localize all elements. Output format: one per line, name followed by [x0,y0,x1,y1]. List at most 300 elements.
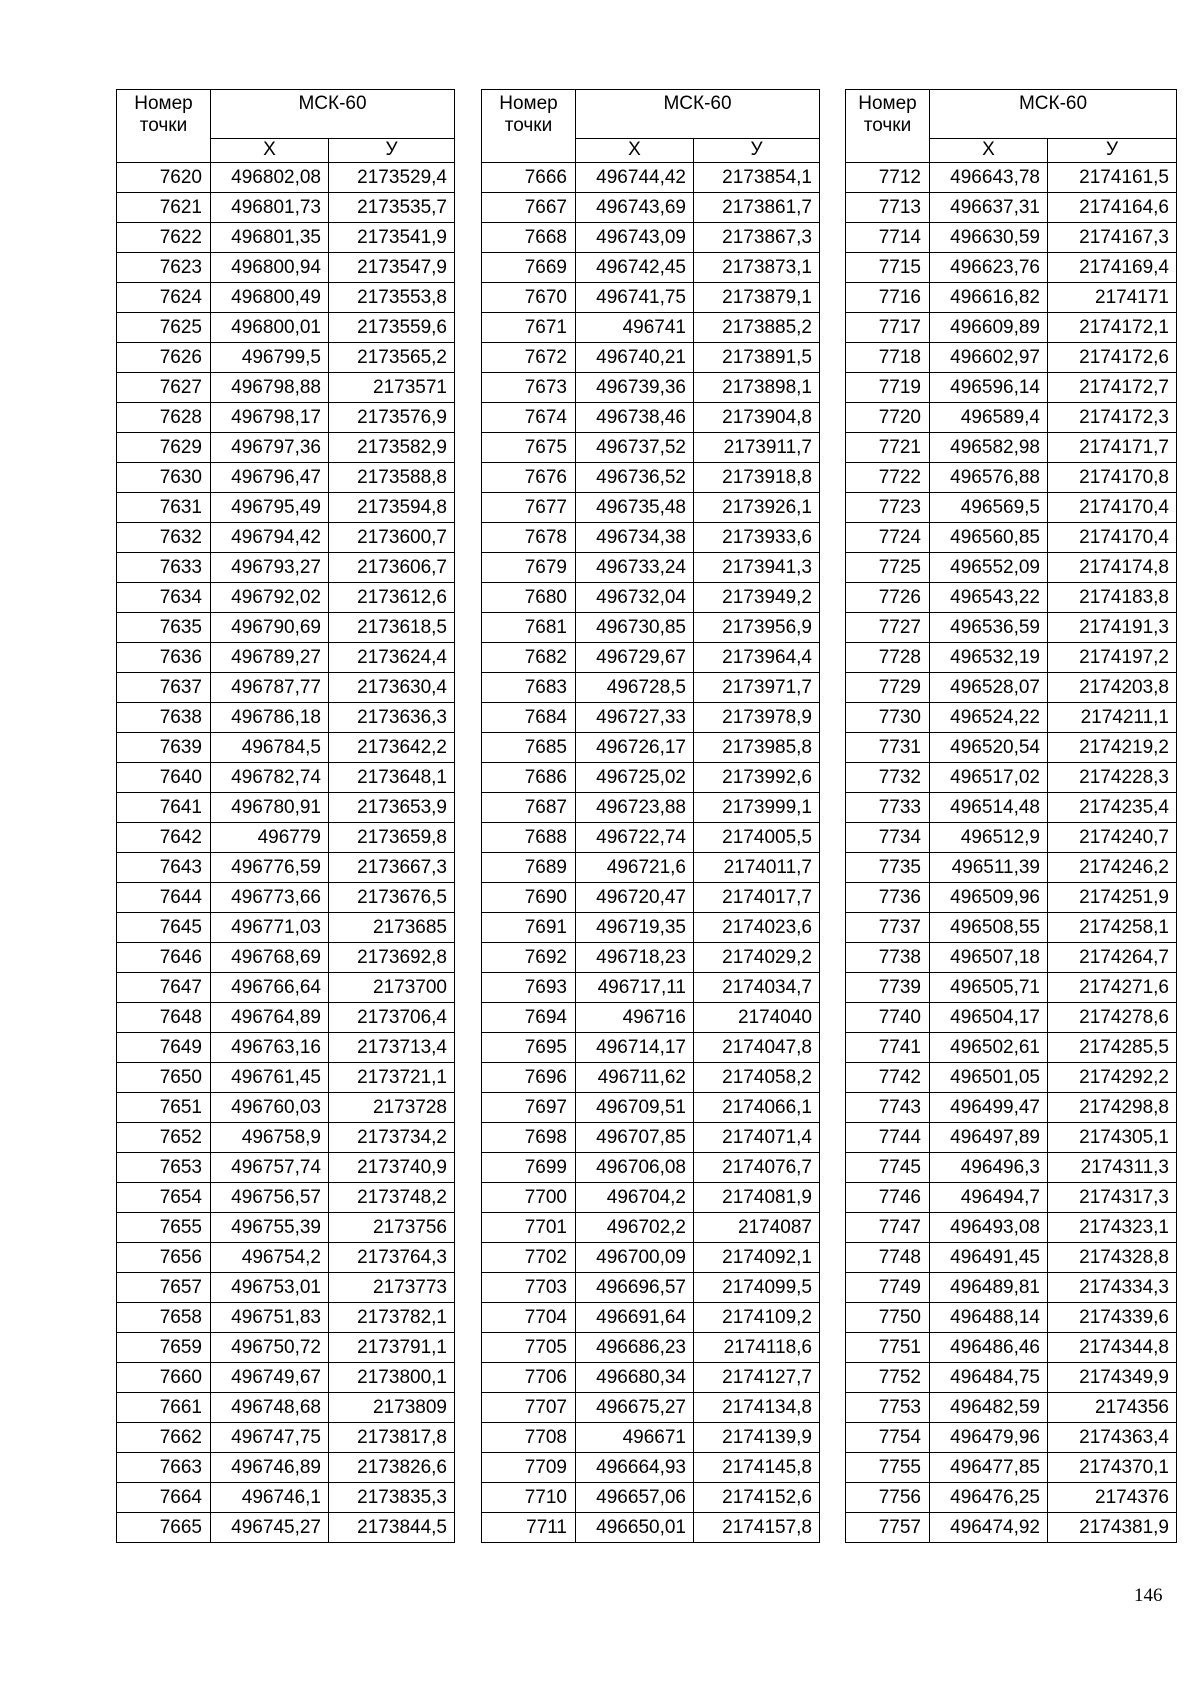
x-coordinate-cell: 496728,5 [576,673,694,703]
table-row [117,733,455,763]
y-coordinate-cell: 2173653,9 [329,793,455,823]
point-number-cell: 7719 [846,373,930,403]
point-number-cell: 7647 [117,973,211,1003]
point-number-cell: 7630 [117,463,211,493]
table-row [482,313,820,343]
point-number-cell: 7707 [482,1393,576,1423]
y-coordinate-cell: 2174139,9 [694,1423,820,1453]
point-number-cell: 7721 [846,433,930,463]
y-coordinate-cell: 2173648,1 [329,763,455,793]
y-coordinate-cell: 2174066,1 [694,1093,820,1123]
point-number-header: Номер точки [846,90,930,163]
x-coordinate-cell: 496504,17 [930,1003,1048,1033]
y-coordinate-cell: 2174040 [694,1003,820,1033]
x-coordinate-cell: 496479,96 [930,1423,1048,1453]
y-coordinate-cell: 2173600,7 [329,523,455,553]
point-number-cell: 7751 [846,1333,930,1363]
table-row [846,343,1177,373]
point-number-cell: 7621 [117,193,211,223]
table-row [117,523,455,553]
y-coordinate-cell: 2173612,6 [329,583,455,613]
y-coordinate-cell: 2173791,1 [329,1333,455,1363]
table-row [117,943,455,973]
table-row [846,193,1177,223]
coordinate-system-header: МСК-60 [576,90,820,139]
x-coordinate-cell: 496750,72 [211,1333,329,1363]
x-coordinate-cell: 496507,18 [930,943,1048,973]
table-row [117,343,455,373]
table-row [482,1003,820,1033]
point-number-cell: 7682 [482,643,576,673]
table-row [117,1303,455,1333]
table-row [846,1483,1177,1513]
point-number-cell: 7657 [117,1273,211,1303]
x-coordinate-cell: 496501,05 [930,1063,1048,1093]
point-number-cell: 7716 [846,283,930,313]
point-number-cell: 7701 [482,1213,576,1243]
y-coordinate-cell: 2174264,7 [1048,943,1177,973]
x-coordinate-cell: 496793,27 [211,553,329,583]
y-coordinate-cell: 2174023,6 [694,913,820,943]
x-coordinate-cell: 496630,59 [930,223,1048,253]
point-number-cell: 7637 [117,673,211,703]
table-row [117,703,455,733]
x-coordinate-cell: 496743,09 [576,223,694,253]
y-coordinate-cell: 2174029,2 [694,943,820,973]
coordinate-system-header: МСК-60 [930,90,1177,139]
y-coordinate-cell: 2174370,1 [1048,1453,1177,1483]
x-coordinate-cell: 496532,19 [930,643,1048,673]
x-coordinate-cell: 496476,25 [930,1483,1048,1513]
point-number-cell: 7624 [117,283,211,313]
point-number-cell: 7653 [117,1153,211,1183]
table-row [482,1453,820,1483]
table-row [117,283,455,313]
point-number-cell: 7626 [117,343,211,373]
y-coordinate-cell: 2173756 [329,1213,455,1243]
y-coordinate-cell: 2173861,7 [694,193,820,223]
point-number-cell: 7708 [482,1423,576,1453]
point-number-cell: 7622 [117,223,211,253]
y-coordinate-cell: 2174134,8 [694,1393,820,1423]
point-number-cell: 7736 [846,883,930,913]
x-coordinate-cell: 496738,46 [576,403,694,433]
point-number-header: Номер точки [482,90,576,163]
point-number-cell: 7667 [482,193,576,223]
point-number-cell: 7648 [117,1003,211,1033]
point-number-cell: 7674 [482,403,576,433]
table-row [482,1513,820,1543]
x-coordinate-cell: 496730,85 [576,613,694,643]
x-coordinate-cell: 496763,16 [211,1033,329,1063]
y-coordinate-cell: 2174161,5 [1048,163,1177,193]
y-coordinate-cell: 2174285,5 [1048,1033,1177,1063]
point-number-cell: 7652 [117,1123,211,1153]
x-coordinate-cell: 496691,64 [576,1303,694,1333]
x-coordinate-cell: 496709,51 [576,1093,694,1123]
point-number-cell: 7742 [846,1063,930,1093]
y-coordinate-cell: 2173565,2 [329,343,455,373]
table-row [482,1033,820,1063]
x-coordinate-cell: 496482,59 [930,1393,1048,1423]
y-coordinate-cell: 2173898,1 [694,373,820,403]
point-number-cell: 7704 [482,1303,576,1333]
y-coordinate-cell: 2174157,8 [694,1513,820,1543]
x-coordinate-cell: 496488,14 [930,1303,1048,1333]
point-number-cell: 7699 [482,1153,576,1183]
x-coordinate-cell: 496739,36 [576,373,694,403]
y-coordinate-cell: 2173624,4 [329,643,455,673]
point-number-cell: 7744 [846,1123,930,1153]
y-coordinate-cell: 2174328,8 [1048,1243,1177,1273]
table-row [482,793,820,823]
y-coordinate-cell: 2174334,3 [1048,1273,1177,1303]
table-row [117,433,455,463]
point-number-cell: 7688 [482,823,576,853]
point-number-cell: 7725 [846,553,930,583]
point-number-cell: 7639 [117,733,211,763]
y-coordinate-cell: 2173891,5 [694,343,820,373]
y-coordinate-cell: 2173949,2 [694,583,820,613]
x-coordinate-cell: 496474,92 [930,1513,1048,1543]
table-row [846,493,1177,523]
x-coordinate-cell: 496790,69 [211,613,329,643]
y-coordinate-cell: 2174172,6 [1048,343,1177,373]
y-coordinate-cell: 2173667,3 [329,853,455,883]
point-number-cell: 7702 [482,1243,576,1273]
table-row [482,973,820,1003]
point-number-cell: 7670 [482,283,576,313]
point-number-cell: 7745 [846,1153,930,1183]
y-coordinate-cell: 2173854,1 [694,163,820,193]
y-coordinate-cell: 2173582,9 [329,433,455,463]
point-number-cell: 7677 [482,493,576,523]
y-coordinate-cell: 2174174,8 [1048,553,1177,583]
y-coordinate-cell: 2173606,7 [329,553,455,583]
x-axis-header: X [211,139,329,163]
point-number-cell: 7660 [117,1363,211,1393]
x-coordinate-cell: 496602,97 [930,343,1048,373]
x-coordinate-cell: 496675,27 [576,1393,694,1423]
table-row [117,1333,455,1363]
table-row [117,1003,455,1033]
x-coordinate-cell: 496696,57 [576,1273,694,1303]
table-row [846,313,1177,343]
table-row [482,703,820,733]
y-coordinate-cell: 2173571 [329,373,455,403]
point-number-cell: 7664 [117,1483,211,1513]
x-coordinate-cell: 496798,17 [211,403,329,433]
y-coordinate-cell: 2173964,4 [694,643,820,673]
y-coordinate-cell: 2173713,4 [329,1033,455,1063]
y-coordinate-cell: 2173748,2 [329,1183,455,1213]
y-coordinate-cell: 2173553,8 [329,283,455,313]
x-coordinate-cell: 496753,01 [211,1273,329,1303]
y-coordinate-cell: 2173541,9 [329,223,455,253]
x-coordinate-cell: 496756,57 [211,1183,329,1213]
table-row [117,1123,455,1153]
point-number-cell: 7700 [482,1183,576,1213]
y-coordinate-cell: 2174363,4 [1048,1423,1177,1453]
table-row [482,253,820,283]
table-row [846,1093,1177,1123]
point-number-cell: 7705 [482,1333,576,1363]
x-coordinate-cell: 496797,36 [211,433,329,463]
point-number-cell: 7718 [846,343,930,373]
y-coordinate-cell: 2173826,6 [329,1453,455,1483]
table-row [482,553,820,583]
point-number-cell: 7737 [846,913,930,943]
point-number-cell: 7684 [482,703,576,733]
table-row [846,1153,1177,1183]
point-number-cell: 7663 [117,1453,211,1483]
point-number-cell: 7640 [117,763,211,793]
y-coordinate-cell: 2173700 [329,973,455,1003]
x-coordinate-cell: 496726,17 [576,733,694,763]
point-number-cell: 7635 [117,613,211,643]
point-number-cell: 7633 [117,553,211,583]
x-coordinate-cell: 496711,62 [576,1063,694,1093]
y-coordinate-cell: 2174087 [694,1213,820,1243]
point-number-cell: 7650 [117,1063,211,1093]
x-coordinate-cell: 496722,74 [576,823,694,853]
x-coordinate-cell: 496779 [211,823,329,853]
point-number-cell: 7651 [117,1093,211,1123]
point-number-cell: 7646 [117,943,211,973]
point-number-cell: 7678 [482,523,576,553]
point-number-header: Номер точки [117,90,211,163]
x-coordinate-cell: 496511,39 [930,853,1048,883]
y-coordinate-cell: 2173618,5 [329,613,455,643]
table-row [846,673,1177,703]
point-number-cell: 7734 [846,823,930,853]
y-coordinate-cell: 2174081,9 [694,1183,820,1213]
point-number-cell: 7693 [482,973,576,1003]
point-number-cell: 7697 [482,1093,576,1123]
x-coordinate-cell: 496512,9 [930,823,1048,853]
x-coordinate-cell: 496528,07 [930,673,1048,703]
y-coordinate-cell: 2173559,6 [329,313,455,343]
point-number-cell: 7732 [846,763,930,793]
table-row [117,1033,455,1063]
x-coordinate-cell: 496776,59 [211,853,329,883]
y-coordinate-cell: 2174172,3 [1048,403,1177,433]
point-number-cell: 7658 [117,1303,211,1333]
point-number-cell: 7747 [846,1213,930,1243]
x-coordinate-cell: 496742,45 [576,253,694,283]
point-number-cell: 7680 [482,583,576,613]
table-row [117,1183,455,1213]
table-row [117,853,455,883]
table-row [846,283,1177,313]
point-number-cell: 7714 [846,223,930,253]
y-coordinate-cell: 2174034,7 [694,973,820,1003]
y-coordinate-cell: 2174171 [1048,283,1177,313]
x-coordinate-cell: 496737,52 [576,433,694,463]
table-row [482,163,820,193]
table-row [482,883,820,913]
table-row [482,223,820,253]
y-coordinate-cell: 2174071,4 [694,1123,820,1153]
y-coordinate-cell: 2173904,8 [694,403,820,433]
x-coordinate-cell: 496787,77 [211,673,329,703]
y-coordinate-cell: 2174344,8 [1048,1333,1177,1363]
table-row [846,1453,1177,1483]
y-coordinate-cell: 2173659,8 [329,823,455,853]
point-number-cell: 7715 [846,253,930,283]
y-coordinate-cell: 2174356 [1048,1393,1177,1423]
point-number-cell: 7649 [117,1033,211,1063]
point-number-cell: 7738 [846,943,930,973]
table-row [482,373,820,403]
table-row [482,673,820,703]
point-number-cell: 7659 [117,1333,211,1363]
y-coordinate-cell: 2174197,2 [1048,643,1177,673]
x-coordinate-cell: 496741,75 [576,283,694,313]
y-coordinate-cell: 2173576,9 [329,403,455,433]
y-coordinate-cell: 2174240,7 [1048,823,1177,853]
point-number-cell: 7638 [117,703,211,733]
point-number-cell: 7655 [117,1213,211,1243]
x-coordinate-cell: 496560,85 [930,523,1048,553]
y-coordinate-cell: 2174246,2 [1048,853,1177,883]
table-row [117,973,455,1003]
x-coordinate-cell: 496496,3 [930,1153,1048,1183]
x-coordinate-cell: 496786,18 [211,703,329,733]
x-coordinate-cell: 496484,75 [930,1363,1048,1393]
point-number-cell: 7642 [117,823,211,853]
table-row [846,703,1177,733]
table-row [482,643,820,673]
y-coordinate-cell: 2173992,6 [694,763,820,793]
y-coordinate-cell: 2174172,1 [1048,313,1177,343]
table-row [117,1273,455,1303]
table-row [846,1273,1177,1303]
y-coordinate-cell: 2173642,2 [329,733,455,763]
point-number-cell: 7656 [117,1243,211,1273]
table-row [846,373,1177,403]
point-number-cell: 7689 [482,853,576,883]
x-coordinate-cell: 496719,35 [576,913,694,943]
x-coordinate-cell: 496657,06 [576,1483,694,1513]
table-row [846,973,1177,1003]
y-axis-header: У [329,139,455,163]
y-coordinate-cell: 2173999,1 [694,793,820,823]
point-number-cell: 7671 [482,313,576,343]
point-number-cell: 7668 [482,223,576,253]
y-coordinate-cell: 2174167,3 [1048,223,1177,253]
point-number-cell: 7733 [846,793,930,823]
x-axis-header: X [576,139,694,163]
table-row [117,1453,455,1483]
table-row [117,673,455,703]
y-coordinate-cell: 2173773 [329,1273,455,1303]
y-coordinate-cell: 2174127,7 [694,1363,820,1393]
x-coordinate-cell: 496758,9 [211,1123,329,1153]
coordinates-table-3 [845,89,1177,1543]
x-coordinate-cell: 496729,67 [576,643,694,673]
y-coordinate-cell: 2173547,9 [329,253,455,283]
y-coordinate-cell: 2173835,3 [329,1483,455,1513]
y-coordinate-cell: 2174011,7 [694,853,820,883]
table-row [482,1153,820,1183]
x-coordinate-cell: 496616,82 [930,283,1048,313]
y-coordinate-cell: 2173529,4 [329,163,455,193]
y-coordinate-cell: 2173535,7 [329,193,455,223]
x-coordinate-cell: 496743,69 [576,193,694,223]
y-coordinate-cell: 2173588,8 [329,463,455,493]
x-coordinate-cell: 496780,91 [211,793,329,823]
table-row [482,853,820,883]
y-coordinate-cell: 2174381,9 [1048,1513,1177,1543]
x-coordinate-cell: 496748,68 [211,1393,329,1423]
point-number-cell: 7706 [482,1363,576,1393]
y-coordinate-cell: 2174145,8 [694,1453,820,1483]
x-coordinate-cell: 496517,02 [930,763,1048,793]
y-coordinate-cell: 2173782,1 [329,1303,455,1333]
table-row [117,403,455,433]
point-number-cell: 7672 [482,343,576,373]
y-coordinate-cell: 2174228,3 [1048,763,1177,793]
x-coordinate-cell: 496751,83 [211,1303,329,1333]
coordinate-system-header: МСК-60 [211,90,455,139]
x-coordinate-cell: 496725,02 [576,763,694,793]
x-coordinate-cell: 496754,2 [211,1243,329,1273]
x-coordinate-cell: 496706,08 [576,1153,694,1183]
x-coordinate-cell: 496789,27 [211,643,329,673]
table-row [846,163,1177,193]
x-coordinate-cell: 496768,69 [211,943,329,973]
point-number-cell: 7665 [117,1513,211,1543]
x-coordinate-cell: 496801,35 [211,223,329,253]
table-row [117,1153,455,1183]
y-coordinate-cell: 2174118,6 [694,1333,820,1363]
table-row [846,553,1177,583]
point-number-cell: 7723 [846,493,930,523]
y-coordinate-cell: 2174170,8 [1048,463,1177,493]
y-coordinate-cell: 2173809 [329,1393,455,1423]
point-number-cell: 7666 [482,163,576,193]
x-coordinate-cell: 496795,49 [211,493,329,523]
x-coordinate-cell: 496792,02 [211,583,329,613]
y-coordinate-cell: 2174076,7 [694,1153,820,1183]
y-coordinate-cell: 2174211,1 [1048,703,1177,733]
table-row [846,1333,1177,1363]
x-coordinate-cell: 496576,88 [930,463,1048,493]
y-coordinate-cell: 2174005,5 [694,823,820,853]
x-coordinate-cell: 496589,4 [930,403,1048,433]
table-row [117,613,455,643]
x-coordinate-cell: 496766,64 [211,973,329,1003]
y-coordinate-cell: 2174339,6 [1048,1303,1177,1333]
table-row [482,193,820,223]
y-coordinate-cell: 2173706,4 [329,1003,455,1033]
point-number-cell: 7746 [846,1183,930,1213]
point-number-cell: 7703 [482,1273,576,1303]
table-row [117,1393,455,1423]
y-coordinate-cell: 2173933,6 [694,523,820,553]
point-number-cell: 7634 [117,583,211,613]
table-row [117,823,455,853]
x-coordinate-cell: 496486,46 [930,1333,1048,1363]
point-number-cell: 7625 [117,313,211,343]
x-coordinate-cell: 496723,88 [576,793,694,823]
y-coordinate-cell: 2173685 [329,913,455,943]
table-row [482,913,820,943]
table-row [846,1213,1177,1243]
point-number-cell: 7735 [846,853,930,883]
point-number-cell: 7756 [846,1483,930,1513]
